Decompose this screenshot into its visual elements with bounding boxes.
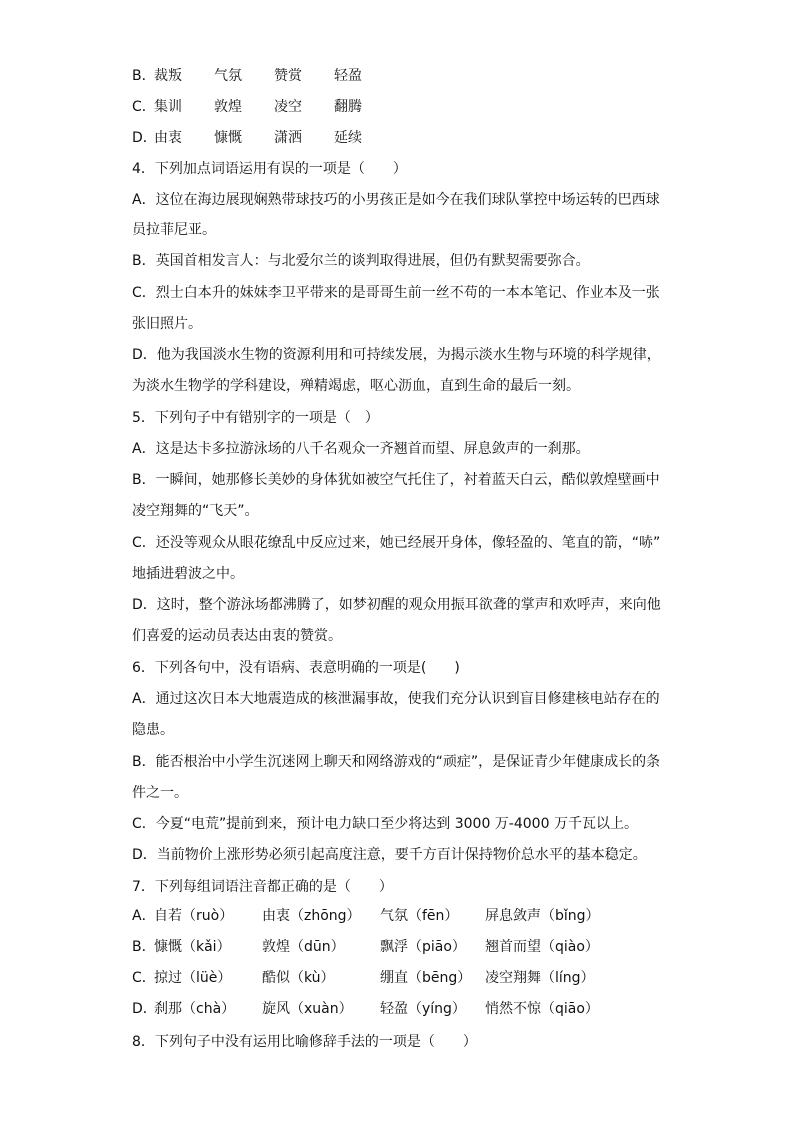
- pinyin-item: 酷似（kù）: [262, 970, 335, 986]
- option-label: D．: [132, 1001, 157, 1017]
- pinyin-item: 轻盈（yíng）: [380, 1001, 466, 1017]
- question-4-stem: 4．下列加点词语运用有误的一项是（ ）: [132, 161, 407, 177]
- pinyin-item: 慷慨（kǎi）: [154, 939, 231, 955]
- word: 由衷: [154, 130, 182, 146]
- q7-option-a: [132, 906, 675, 926]
- pinyin-item: 由衷（zhōng）: [262, 908, 361, 924]
- q7-option-b: [132, 937, 675, 957]
- pinyin-item: 屏息敛声（bǐng）: [485, 908, 600, 924]
- pinyin-item: 旋风（xuàn）: [262, 1001, 353, 1017]
- q4-option-b: B．英国首相发言人：与北爱尔兰的谈判取得进展，但仍有默契需要弥合。: [132, 253, 590, 269]
- q6-option-a-line1: A．通过这次日本大地震造成的核泄漏事故，使我们充分认识到盲目修建核电站存在的: [132, 691, 660, 707]
- q5-option-d-line1: D．这时，整个游泳场都沸腾了，如梦初醒的观众用振耳欲聋的掌声和欢呼声，来向他: [132, 597, 661, 613]
- pinyin-item: 气氛（fēn）: [380, 908, 459, 924]
- pinyin-item: 掠过（lüè）: [154, 970, 232, 986]
- pinyin-item: 翘首而望（qiào）: [485, 939, 599, 955]
- word: 轻盈: [334, 68, 362, 84]
- question-6-stem: 6．下列各句中，没有语病、表意明确的一项是( ): [132, 660, 460, 676]
- option-label: A．: [132, 908, 156, 924]
- q6-option-b-line2: 件之一。: [132, 785, 188, 801]
- word: 敦煌: [214, 99, 242, 115]
- option-label: B．: [132, 68, 156, 84]
- q4-option-c-line1: C．烈士白本升的妹妹李卫平带来的是哥哥生前一丝不苟的一本本笔记、作业本及一张: [132, 285, 660, 301]
- q6-option-c: C．今夏“电荒”提前到来，预计电力缺口至少将达到 3000 万-4000 万千瓦以上。: [132, 816, 638, 832]
- q5-option-c-line1: C．还没等观众从眼花缭乱中反应过来，她已经展开身体，像轻盈的、笔直的箭，“哧”: [132, 535, 661, 551]
- word: 慷慨: [214, 130, 242, 146]
- q6-option-b-line1: B．能否根治中小学生沉迷网上聊天和网络游戏的“顽症”，是保证青少年健康成长的条: [132, 754, 661, 770]
- option-label: B．: [132, 939, 156, 955]
- option-label: C．: [132, 99, 156, 115]
- q3-option-b: [132, 66, 675, 86]
- option-label: D．: [132, 130, 157, 146]
- option-label: C．: [132, 970, 156, 986]
- q4-option-d-line1: D．他为我国淡水生物的资源利用和可持续发展，为揭示淡水生物与环境的科学规律，: [132, 347, 661, 363]
- word: 凌空: [274, 99, 302, 115]
- word: 气氛: [214, 68, 242, 84]
- q6-option-a-line2: 隐患。: [132, 722, 174, 738]
- question-8-stem: 8．下列句子中没有运用比喻修辞手法的一项是（ ）: [132, 1034, 477, 1050]
- word: 裁叛: [154, 68, 182, 84]
- q5-option-c-line2: 地插进碧波之中。: [132, 566, 244, 582]
- q7-option-c: [132, 968, 675, 988]
- q3-option-d: [132, 128, 675, 148]
- word: 延续: [334, 130, 362, 146]
- q6-option-d: D．当前物价上涨形势必须引起高度注意，要千方百计保持物价总水平的基本稳定。: [132, 847, 647, 863]
- pinyin-item: 悄然不惊（qiāo）: [485, 1001, 599, 1017]
- q5-option-b-line2: 凌空翔舞的“飞天”。: [132, 503, 259, 519]
- word: 赞赏: [274, 68, 302, 84]
- pinyin-item: 飘浮（piāo）: [380, 939, 466, 955]
- pinyin-item: 自若（ruò）: [154, 908, 234, 924]
- pinyin-item: 敦煌（dūn）: [262, 939, 345, 955]
- word: 潇洒: [274, 130, 302, 146]
- question-7-stem: 7．下列每组词语注音都正确的是（ ）: [132, 879, 393, 895]
- pinyin-item: 刹那（chà）: [154, 1001, 236, 1017]
- q5-option-a: A．这是达卡多拉游泳场的八千名观众一齐翘首而望、屏息敛声的一刹那。: [132, 441, 590, 457]
- q4-option-a-line2: 员拉菲尼亚。: [132, 222, 216, 238]
- q4-option-a-line1: A．这位在海边展现娴熟带球技巧的小男孩正是如今在我们球队掌控中场运转的巴西球: [132, 192, 660, 208]
- pinyin-item: 凌空翔舞（líng）: [485, 970, 595, 986]
- q5-option-b-line1: B．一瞬间，她那修长美妙的身体犹如被空气托住了，衬着蓝天白云，酷似敦煌壁画中: [132, 472, 660, 488]
- q3-option-c: [132, 97, 675, 117]
- q4-option-d-line2: 为淡水生物学的学科建设，殚精竭虑，呕心沥血，直到生命的最后一刻。: [132, 378, 580, 394]
- q5-option-d-line2: 们喜爱的运动员表达由衷的赞赏。: [132, 628, 342, 644]
- q4-option-c-line2: 张旧照片。: [132, 316, 202, 332]
- word: 翻腾: [334, 99, 362, 115]
- pinyin-item: 绷直（bēng）: [380, 970, 472, 986]
- question-5-stem: 5．下列句子中有错别字的一项是（ ）: [132, 410, 379, 426]
- q7-option-d: [132, 999, 675, 1019]
- word: 集训: [154, 99, 182, 115]
